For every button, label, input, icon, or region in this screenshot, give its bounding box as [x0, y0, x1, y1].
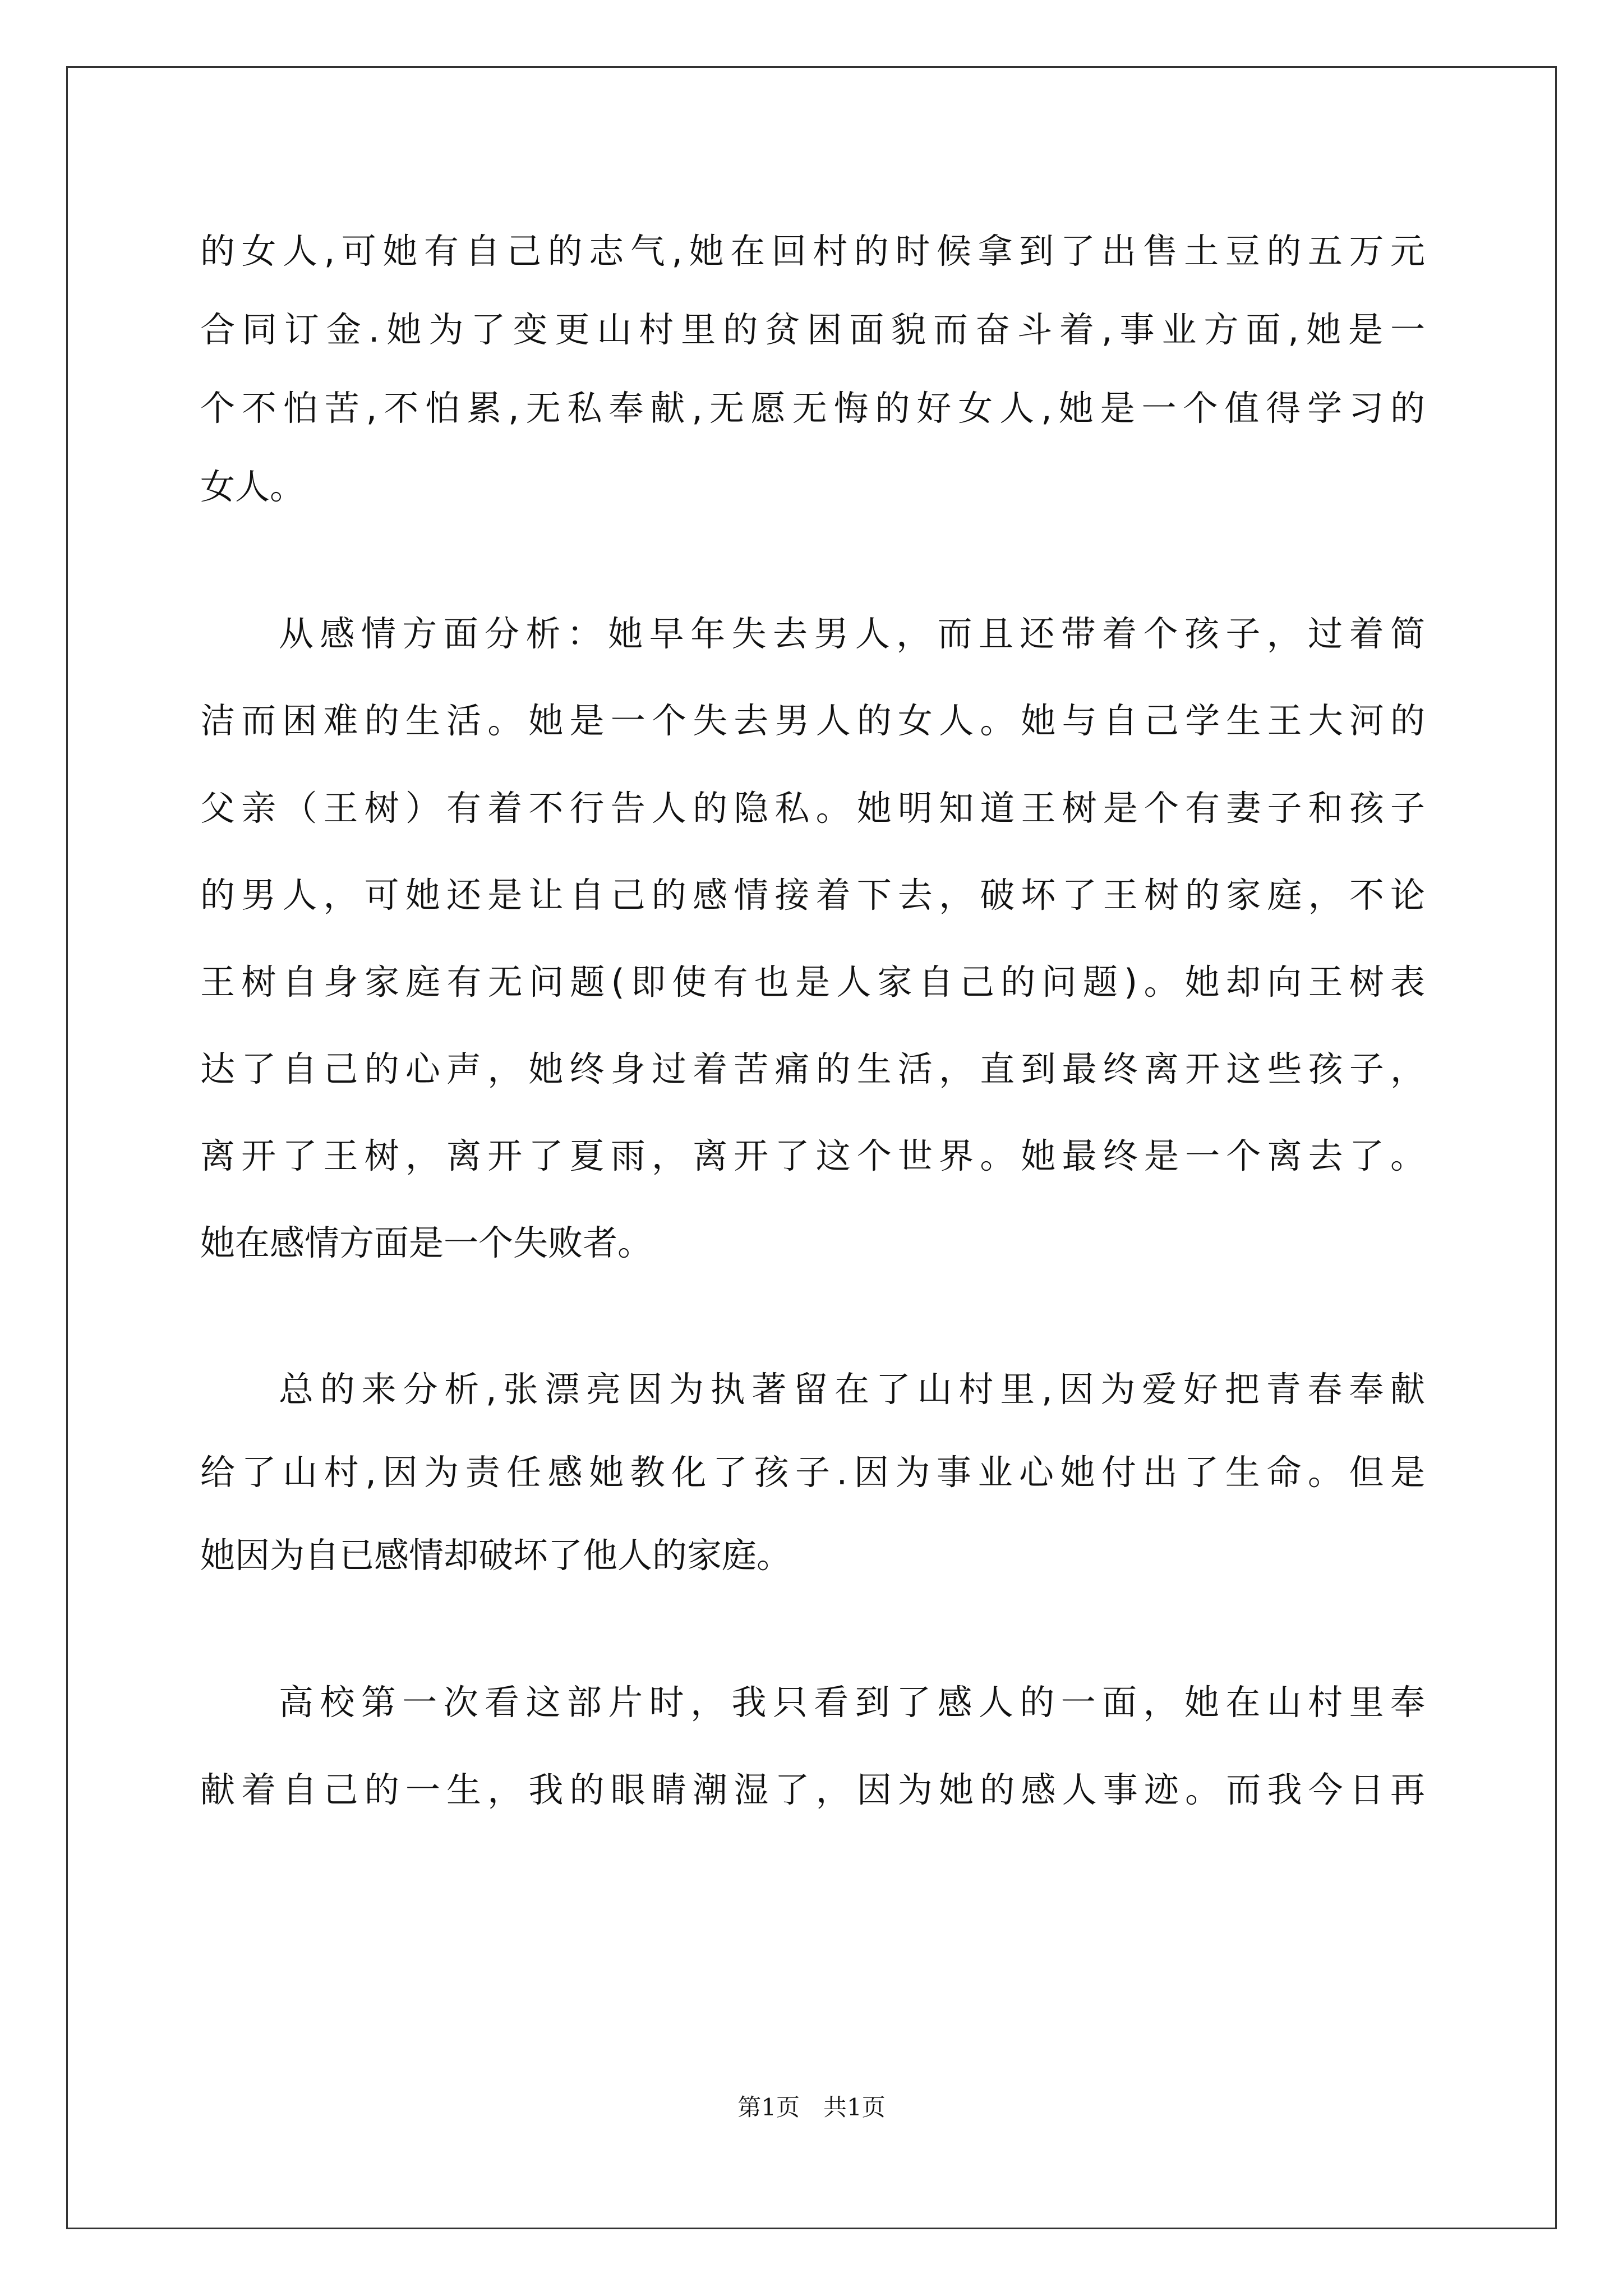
text-line: 献着自己的一生，我的眼睛潮湿了，因为她的感人事迹。而我今日再: [200, 1769, 1425, 1810]
text-line: 王树自身家庭有无问题(即使有也是人家自己的问题)。她却向王树表: [200, 961, 1425, 1002]
text-line: 父亲（王树）有着不行告人的隐私。她明知道王树是个有妻子和孩子: [200, 788, 1425, 829]
text-line: 离开了王树，离开了夏雨，离开了这个世界。她最终是一个离去了。: [200, 1135, 1425, 1176]
text-line: 个不怕苦,不怕累,无私奉献,无愿无悔的好女人,她是一个值得学习的: [200, 388, 1425, 429]
text-line: 她因为自已感情却破坏了他人的家庭。: [200, 1535, 792, 1576]
text-line: 给了山村,因为责任感她教化了孩子.因为事业心她付出了生命。但是: [200, 1452, 1425, 1493]
text-line: 女人。: [200, 466, 305, 507]
text-line: 达了自己的心声，她终身过着苦痛的生活，直到最终离开这些孩子，: [200, 1048, 1425, 1089]
text-line: 合同订金.她为了变更山村里的贫困面貌而奋斗着,事业方面,她是一: [200, 309, 1425, 350]
paragraph-first-line: 总的来分析,张漂亮因为执著留在了山村里,因为爱好把青春奉献: [279, 1369, 1425, 1410]
text-line: 洁而困难的生活。她是一个失去男人的女人。她与自己学生王大河的: [200, 700, 1425, 741]
text-line: 她在感情方面是一个失败者。: [200, 1222, 653, 1263]
text-line: 的男人，可她还是让自己的感情接着下去，破坏了王树的家庭，不论: [200, 875, 1425, 915]
paragraph-first-line: 从感情方面分析：她早年失去男人，而且还带着个孩子，过着简: [279, 613, 1425, 654]
paragraph-first-line: 高校第一次看这部片时，我只看到了感人的一面，她在山村里奉: [279, 1682, 1425, 1723]
text-line: 的女人,可她有自己的志气,她在回村的时候拿到了出售土豆的五万元: [200, 231, 1425, 272]
page-number: 第1页 共1页: [737, 2093, 886, 2121]
